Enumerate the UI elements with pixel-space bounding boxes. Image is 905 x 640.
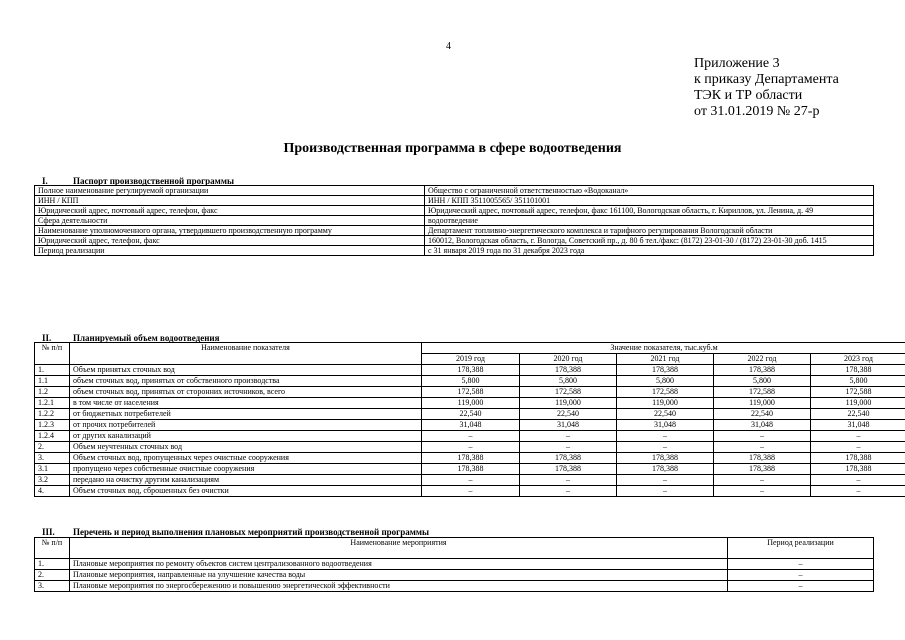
- row-value: 178,388: [617, 365, 714, 376]
- row-value: 119,000: [520, 398, 617, 409]
- row-value: –: [714, 486, 811, 497]
- column-header-year: 2022 год: [714, 354, 811, 365]
- row-number: 1.1: [35, 376, 70, 387]
- row-name: объем сточных вод, принятых от собственного производства: [70, 376, 422, 387]
- table-row: [35, 570, 874, 581]
- row-value: 172,588: [617, 387, 714, 398]
- table-row: [35, 453, 905, 464]
- table-row: [35, 216, 874, 226]
- row-number: 1.: [35, 365, 70, 376]
- column-header-name: Наименование мероприятия: [70, 538, 728, 559]
- row-value: 178,388: [422, 365, 520, 376]
- table-row: [35, 236, 874, 246]
- row-value: 5,800: [520, 376, 617, 387]
- volume-table: [34, 342, 905, 497]
- row-value: 31,048: [520, 420, 617, 431]
- row-value: –: [617, 475, 714, 486]
- row-value: –: [617, 442, 714, 453]
- table-row: [35, 226, 874, 236]
- table-row: [35, 196, 874, 206]
- row-value: –: [422, 475, 520, 486]
- row-label: Период реализации: [35, 246, 425, 256]
- row-value: 178,388: [811, 365, 905, 376]
- row-value: –: [714, 442, 811, 453]
- table-row: [35, 398, 905, 409]
- column-header-year: 2019 год: [422, 354, 520, 365]
- row-value: 178,388: [617, 464, 714, 475]
- row-value: –: [617, 486, 714, 497]
- row-value: 178,388: [422, 464, 520, 475]
- row-value: –: [520, 442, 617, 453]
- row-number: 3.: [35, 581, 70, 592]
- table-row: [35, 559, 874, 570]
- row-name: от бюджетных потребителей: [70, 409, 422, 420]
- row-label: Юридический адрес, телефон, факс: [35, 236, 425, 246]
- measures-table: [34, 537, 874, 592]
- row-value: 22,540: [617, 409, 714, 420]
- row-name: Объем сточных вод, пропущенных через очистные сооружения: [70, 453, 422, 464]
- row-number: 1.2.4: [35, 431, 70, 442]
- table-row: [35, 486, 905, 497]
- table-row: [35, 186, 874, 196]
- row-value: –: [811, 442, 905, 453]
- row-value: ИНН / КПП 3511005565/ 351101001: [425, 196, 874, 206]
- section-number: II.: [42, 333, 52, 343]
- row-value: –: [520, 431, 617, 442]
- row-value: –: [811, 475, 905, 486]
- table-row: [35, 420, 905, 431]
- section-number: I.: [42, 176, 48, 186]
- row-value: –: [520, 486, 617, 497]
- document-title: Производственная программа в сфере водоотведения: [283, 141, 622, 156]
- row-label: Сфера деятельности: [35, 216, 425, 226]
- row-value: 119,000: [617, 398, 714, 409]
- table-row: [35, 365, 905, 376]
- row-number: 3.: [35, 453, 70, 464]
- row-value: 22,540: [714, 409, 811, 420]
- row-value: 22,540: [811, 409, 905, 420]
- row-value: 31,048: [714, 420, 811, 431]
- row-value: водоотведение: [425, 216, 874, 226]
- column-header-value: Значение показателя, тыс.куб.м: [422, 343, 905, 354]
- row-period: –: [728, 581, 874, 592]
- row-value: 178,388: [811, 453, 905, 464]
- appendix-line: ТЭК и ТР области: [694, 88, 803, 103]
- row-name: в том числе от населения: [70, 398, 422, 409]
- table-row: [35, 206, 874, 216]
- column-header-period: Период реализации: [728, 538, 874, 559]
- appendix-line: Приложение 3: [694, 56, 780, 71]
- row-number: 2.: [35, 570, 70, 581]
- row-value: –: [422, 431, 520, 442]
- appendix-line: от 31.01.2019 № 27-р: [694, 104, 820, 119]
- row-value: –: [714, 475, 811, 486]
- row-name: Плановые мероприятия по ремонту объектов систем централизованного водоотведения: [70, 559, 728, 570]
- table-row: [35, 431, 905, 442]
- row-number: 2.: [35, 442, 70, 453]
- row-value: –: [422, 486, 520, 497]
- page-number: 4: [446, 41, 451, 52]
- column-header-number: № п/п: [35, 538, 70, 559]
- row-value: 178,388: [714, 453, 811, 464]
- row-name: Объем принятых сточных вод: [70, 365, 422, 376]
- row-label: Полное наименование регулируемой организации: [35, 186, 425, 196]
- section-title: Планируемый объем водоотведения: [73, 333, 220, 343]
- table-row: [35, 464, 905, 475]
- row-value: 31,048: [422, 420, 520, 431]
- table-row: [35, 246, 874, 256]
- row-value: 178,388: [520, 464, 617, 475]
- row-value: 5,800: [714, 376, 811, 387]
- row-value: 178,388: [617, 453, 714, 464]
- row-value: –: [811, 486, 905, 497]
- row-value: Департамент топливно-энергетического комплекса и тарифного регулирования Вологодской области: [425, 226, 874, 236]
- row-name: Объем сточных вод, сброшенных без очистки: [70, 486, 422, 497]
- row-value: Юридический адрес, почтовый адрес, телефон, факс 161100, Вологодская область, г. Кириллов, ул. Ленина, д. 49: [425, 206, 874, 216]
- row-value: 178,388: [520, 453, 617, 464]
- column-header-year: 2021 год: [617, 354, 714, 365]
- section-number: III.: [42, 527, 55, 537]
- row-value: 172,588: [811, 387, 905, 398]
- row-value: 5,800: [422, 376, 520, 387]
- row-value: 172,588: [714, 387, 811, 398]
- row-name: Плановые мероприятия по энергосбережению и повышению энергетической эффективности: [70, 581, 728, 592]
- row-number: 1.2.2: [35, 409, 70, 420]
- row-name: объем сточных вод, принятых от сторонних источников, всего: [70, 387, 422, 398]
- row-value: 119,000: [811, 398, 905, 409]
- column-header-year: 2023 год: [811, 354, 905, 365]
- column-header-number: № п/п: [35, 343, 70, 365]
- row-number: 1.2: [35, 387, 70, 398]
- row-number: 1.2.3: [35, 420, 70, 431]
- column-header-year: 2020 год: [520, 354, 617, 365]
- row-name: Плановые мероприятия, направленные на улучшение качества воды: [70, 570, 728, 581]
- row-value: 5,800: [811, 376, 905, 387]
- row-value: –: [520, 475, 617, 486]
- row-value: –: [714, 431, 811, 442]
- row-number: 4.: [35, 486, 70, 497]
- table-row: [35, 475, 905, 486]
- section-title: Перечень и период выполнения плановых мероприятий производственной программы: [73, 527, 430, 537]
- row-number: 3.2: [35, 475, 70, 486]
- table-row: [35, 387, 905, 398]
- row-period: –: [728, 559, 874, 570]
- row-value: 160012, Вологодская область, г. Вологда, Советский пр., д. 80 б тел./факс: (8172) 23-01-30 / (8172) 23-01-30 доб. 1415: [425, 236, 874, 246]
- row-number: 1.2.1: [35, 398, 70, 409]
- row-value: –: [811, 431, 905, 442]
- row-value: 31,048: [617, 420, 714, 431]
- row-name: пропущено через собственные очистные сооружения: [70, 464, 422, 475]
- column-header-name: Наименование показателя: [70, 343, 422, 365]
- row-value: 178,388: [714, 464, 811, 475]
- appendix-line: к приказу Департамента: [694, 72, 839, 87]
- row-name: передано на очистку другим канализациям: [70, 475, 422, 486]
- row-value: 178,388: [520, 365, 617, 376]
- row-number: 3.1: [35, 464, 70, 475]
- row-value: с 31 января 2019 года по 31 декабря 2023 года: [425, 246, 874, 256]
- row-period: –: [728, 570, 874, 581]
- row-label: ИНН / КПП: [35, 196, 425, 206]
- row-name: от других канализаций: [70, 431, 422, 442]
- row-name: от прочих потребителей: [70, 420, 422, 431]
- row-value: 22,540: [422, 409, 520, 420]
- passport-table: [34, 185, 874, 256]
- row-value: –: [617, 431, 714, 442]
- row-name: Объем неучтенных сточных вод: [70, 442, 422, 453]
- appendix-header: [694, 56, 839, 120]
- table-row: [35, 409, 905, 420]
- row-value: 178,388: [811, 464, 905, 475]
- row-value: 178,388: [714, 365, 811, 376]
- table-row: [35, 442, 905, 453]
- row-value: 172,588: [422, 387, 520, 398]
- row-value: Общество с ограниченной ответственностью «Водоканал»: [425, 186, 874, 196]
- table-row: [35, 581, 874, 592]
- row-value: 5,800: [617, 376, 714, 387]
- row-number: 1.: [35, 559, 70, 570]
- section-3-heading: [34, 527, 429, 537]
- section-title: Паспорт производственной программы: [73, 176, 234, 186]
- row-value: 22,540: [520, 409, 617, 420]
- row-value: 172,588: [520, 387, 617, 398]
- row-value: 178,388: [422, 453, 520, 464]
- row-label: Юридический адрес, почтовый адрес, телефон, факс: [35, 206, 425, 216]
- row-value: 31,048: [811, 420, 905, 431]
- table-row: [35, 376, 905, 387]
- row-value: –: [422, 442, 520, 453]
- row-label: Наименование уполномоченного органа, утвердившего производственную программу: [35, 226, 425, 236]
- row-value: 119,000: [714, 398, 811, 409]
- row-value: 119,000: [422, 398, 520, 409]
